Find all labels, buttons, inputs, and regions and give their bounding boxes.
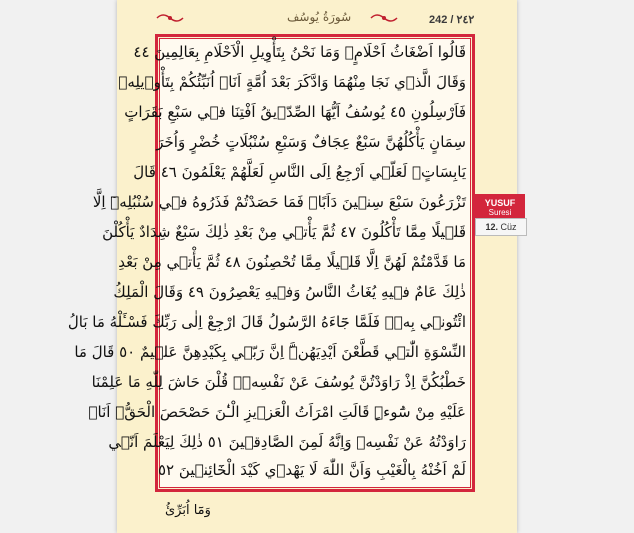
text-line: سِمَانٍ يَأْكُلُهُنَّ سَبْعٌ عِجَافٌ وَسَبْعِ سُنْبُلَاتٍ خُضْرٍ وَاُخَرَ [156, 133, 466, 151]
text-line: قَل۪يلًا مِمَّا تَأْكُلُونَ ٤٧ ثُمَّ يَأْت۪ي مِنْ بَعْدِ ذٰلِكَ سَبْعٌ شِدَادٌ يَأْكُلْنَ [102, 223, 466, 241]
text-line: النِّسْوَةِ الّٰت۪ي قَطَّعْنَ اَيْدِيَهُنَّۜ اِنَّ رَبّ۪ي بِكَيْدِهِنَّ عَل۪يمٌ ٥٠ قَالَ مَا [74, 343, 466, 361]
juz-number: 12. [485, 222, 498, 232]
text-line: عَلَيْهِ مِنْ سُٓوءٍۜ قَالَتِ امْرَاَتُ الْعَز۪يزِ الْـٰٔنَ حَصْحَصَ الْحَقُّۘ اَنَا۬ [88, 403, 466, 421]
text-line: وَقَالَ الَّذ۪ي نَجَا مِنْهُمَا وَادَّكَرَ بَعْدَ اُمَّةٍ اَنَا۬ اُنَبِّئُكُمْ بِتَأْو۪يلِه۪ [118, 73, 466, 91]
text-line: مَا قَدَّمْتُمْ لَهُنَّ اِلَّا قَل۪يلًا مِمَّا تُحْصِنُونَ ٤٨ ثُمَّ يَأْت۪ي مِنْ بَعْدِ [118, 253, 466, 271]
left-ornament-icon [155, 12, 185, 24]
text-line: ائْتُون۪ي بِه۪ۚ فَلَمَّا جَٓاءَهُ الرَّسُولُ قَالَ ارْجِعْ اِلٰى رَبِّكَ فَسْـَٔلْهُ مَا بَالُ [67, 313, 466, 331]
surah-tab-sub: Suresi [488, 208, 512, 217]
text-line: خَطْبُكُنَّ اِذْ رَاوَدْتُنَّ يُوسُفَ عَنْ نَفْسِه۪ۜ قُلْنَ حَاشَ لِلّٰهِ مَا عَلِمْنَا [91, 373, 466, 391]
catchword: وَمَٓا اُبَرِّئُ [165, 503, 211, 518]
surah-name: سُورَةُ يُوسُف [287, 10, 352, 24]
mushaf-page [67, 0, 517, 533]
right-ornament-icon [369, 12, 399, 24]
juz-tab[interactable] [475, 218, 527, 236]
page-number: 242 / ٢٤٢ [429, 14, 475, 26]
surah-tab-name: YUSUF [484, 198, 516, 208]
text-line: تَزْرَعُونَ سَبْعَ سِن۪ينَ دَاَبًاۚ فَمَا حَصَدْتُمْ فَذَرُوهُ ف۪ي سُنْبُلِه۪ٓ اِلَّا [92, 193, 466, 211]
text-line: رَاوَدْتُهُ عَنْ نَفْسِه۪ وَاِنَّهُ لَمِنَ الصَّادِق۪ينَ ٥١ ذٰلِكَ لِيَعْلَمَ اَنّ۪ي [108, 433, 466, 451]
text-line: ذٰلِكَ عَامٌ ف۪يهِ يُغَاثُ النَّاسُ وَف۪يهِ يَعْصِرُونَ ٤٩ وَقَالَ الْمَلِكُ [113, 283, 466, 301]
text-frame [67, 34, 475, 492]
text-line: فَاَرْسِلُونِ ٤٥ يُوسُفُ اَيُّهَا الصِّدّ۪يقُ اَفْتِنَا ف۪ي سَبْعِ بَقَرَاتٍ [124, 103, 466, 121]
juz-label: Cüz [500, 222, 517, 232]
text-line: يَابِسَاتٍۙ لَعَلّ۪ي اَرْجِعُ اِلَى النَّاسِ لَعَلَّهُمْ يَعْلَمُونَ ٤٦ قَالَ [133, 163, 466, 181]
text-line: لَمْ اَخُنْهُ بِالْغَيْبِ وَاَنَّ اللّٰهَ لَا يَهْد۪ي كَيْدَ الْخَٓائِن۪ينَ ٥٢ [157, 461, 466, 479]
page-header [117, 0, 517, 30]
text-line: قَالُوا اَضْغَاثُ اَحْلَامٍۚ وَمَا نَحْنُ بِتَأْوِيلِ الْاَحْلَامِ بِعَالِمِينَ ٤٤ [133, 43, 466, 61]
